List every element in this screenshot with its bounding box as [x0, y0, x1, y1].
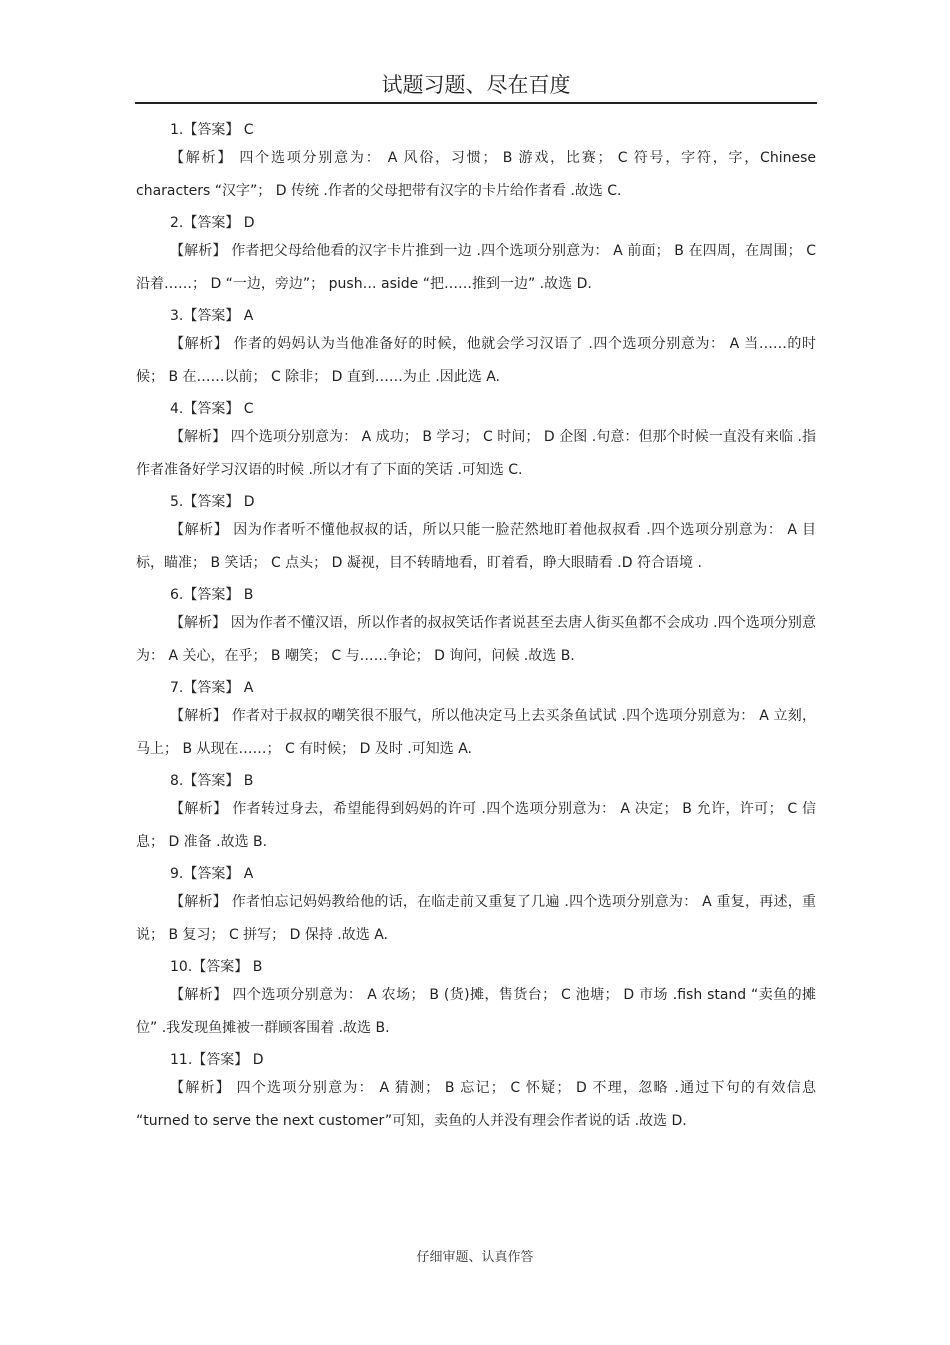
- answer-label: 5.【答案】 D: [170, 494, 255, 510]
- analysis-text: 【解析】 作者转过身去，希望能得到妈妈的许可 .四个选项分别意为： A 决定； B 允许，许可； C 信息； D 准备 .故选 B.: [136, 801, 816, 850]
- analysis-text: 【解析】 作者怕忘记妈妈教给他的话，在临走前又重复了几遍 .四个选项分别意为： A 重复，再述，重说； B 复习； C 拼写； D 保持 .故选 A.: [136, 894, 816, 943]
- analysis-text: 【解析】 作者的妈妈认为当他准备好的时候，他就会学习汉语了 .四个选项分别意为： A 当……的时候； B 在……以前； C 除非； D 直到……为止 .因此选 A.: [136, 336, 816, 385]
- answer-label: 11.【答案】 D: [170, 1052, 264, 1068]
- answer-label: 8.【答案】 B: [170, 773, 254, 789]
- answer-label: 3.【答案】 A: [170, 308, 254, 324]
- analysis-text: 【解析】 四个选项分别意为： A 风俗，习惯； B 游戏，比赛； C 符号，字符，字，Chinese characters “汉字”； D 传统 .作者的父母把带有汉字的卡片给作者看 .故选 C.: [136, 150, 816, 199]
- answer-item-7: [136, 676, 816, 766]
- answer-label: 2.【答案】 D: [170, 215, 255, 231]
- page-header-title: 试题习题、尽在百度: [381, 73, 571, 97]
- analysis-text: 【解析】 四个选项分别意为： A 成功； B 学习； C 时间； D 企图 .句意：但那个时候一直没有来临 .指作者准备好学习汉语的时候 .所以才有了下面的笑话 .可知选 C.: [136, 429, 816, 478]
- answer-item-11: [136, 1048, 816, 1138]
- answer-item-6: [136, 583, 816, 673]
- analysis-text: 【解析】 四个选项分别意为： A 农场； B (货)摊，售货台； C 池塘； D 市场 .fish stand “卖鱼的摊位” .我发现鱼摊被一群顾客围着 .故选 B.: [136, 987, 816, 1036]
- answer-item-9: [136, 862, 816, 952]
- answer-item-4: [136, 397, 816, 487]
- analysis-text: 【解析】 四个选项分别意为： A 猜测； B 忘记； C 怀疑； D 不理，忽略 .通过下句的有效信息 “turned to serve the next customer”可知，卖鱼的人并没有理会作者说的话 .故选 D.: [136, 1080, 816, 1129]
- answer-item-10: [136, 955, 816, 1045]
- answer-list: [136, 118, 816, 1141]
- analysis-text: 【解析】 因为作者不懂汉语，所以作者的叔叔笑话作者说甚至去唐人街买鱼都不会成功 .四个选项分别意为： A 关心，在乎； B 嘲笑； C 与……争论； D 询问，问候 .故选 B.: [136, 615, 816, 664]
- analysis-text: 【解析】 作者把父母给他看的汉字卡片推到一边 .四个选项分别意为： A 前面； B 在四周，在周围； C 沿着……； D “一边，旁边”； push… aside “把……推到一边” .故选 D.: [136, 243, 816, 292]
- answer-item-3: [136, 304, 816, 394]
- answer-label: 1.【答案】 C: [170, 122, 254, 138]
- answer-item-1: [136, 118, 816, 208]
- answer-item-5: [136, 490, 816, 580]
- answer-label: 6.【答案】 B: [170, 587, 254, 603]
- answer-label: 9.【答案】 A: [170, 866, 254, 882]
- page-footer-text: 仔细审题、认真作答: [416, 1250, 534, 1265]
- header-divider: [135, 102, 817, 104]
- answer-label: 4.【答案】 C: [170, 401, 254, 417]
- analysis-text: 【解析】 因为作者听不懂他叔叔的话，所以只能一脸茫然地盯着他叔叔看 .四个选项分别意为： A 目标，瞄准； B 笑话； C 点头； D 凝视，目不转睛地看，盯着看，睁大眼睛看 .D 符合语境 .: [136, 522, 816, 571]
- answer-label: 7.【答案】 A: [170, 680, 254, 696]
- answer-item-2: [136, 211, 816, 301]
- answer-label: 10.【答案】 B: [170, 959, 263, 975]
- answer-item-8: [136, 769, 816, 859]
- analysis-text: 【解析】 作者对于叔叔的嘲笑很不服气，所以他决定马上去买条鱼试试 .四个选项分别意为： A 立刻，马上； B 从现在……； C 有时候； D 及时 .可知选 A.: [136, 708, 816, 757]
